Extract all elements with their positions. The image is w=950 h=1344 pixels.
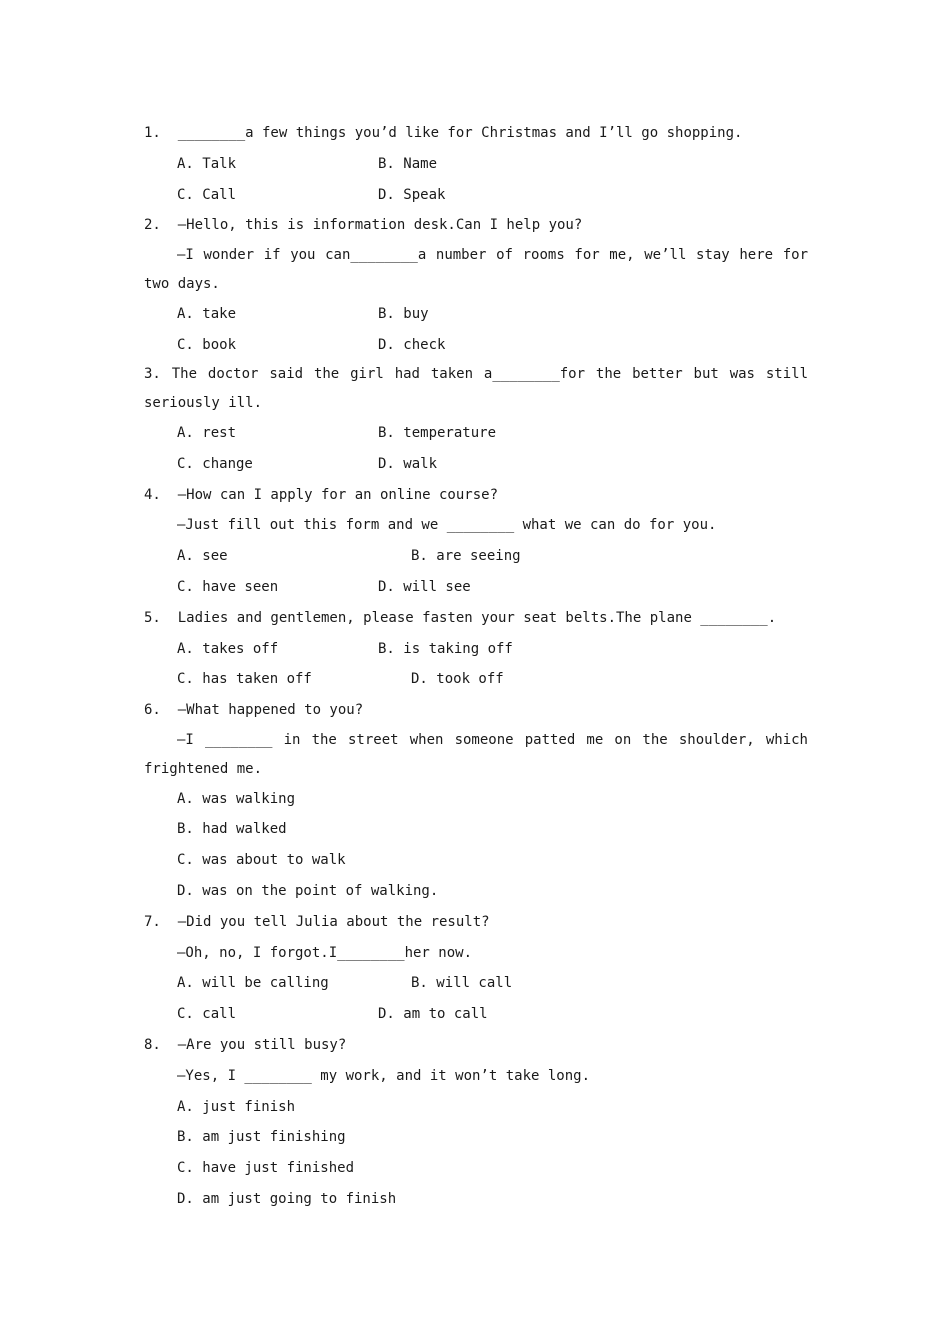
question-stem: 1. ________a few things you’d like for Christmas and I’ll go shopping. <box>144 125 743 141</box>
question-reply-cont: two days. <box>144 275 220 292</box>
question-stem: 3. The doctor said the girl had taken a________for the better but was still <box>144 366 808 383</box>
option-b: B. had walked <box>177 821 287 838</box>
option-c: C. call <box>177 1006 237 1023</box>
option-c: C. change <box>177 455 253 472</box>
option-a: A. take <box>177 305 237 322</box>
question-stem: 5. Ladies and gentlemen, please fasten your seat belts.The plane ________. <box>144 609 777 626</box>
option-d: D. took off <box>411 671 504 688</box>
question-reply: —Yes, I ________ my work, and it won’t take long. <box>177 1067 591 1084</box>
option-c: C. has taken off <box>177 671 312 688</box>
question-stem: 2. —Hello, this is information desk.Can I help you? <box>144 217 583 234</box>
question-1 <box>144 118 808 210</box>
option-c: C. book <box>177 336 237 353</box>
question-7 <box>144 907 808 1030</box>
option-b: B. are seeing <box>411 548 521 565</box>
option-b: B. am just finishing <box>177 1129 346 1146</box>
question-reply: —I ________ in the street when someone patted me on the shoulder, which <box>177 731 808 748</box>
options-row <box>144 180 808 211</box>
option-a: A. see <box>177 548 228 565</box>
question-reply: —Just fill out this form and we ________ what we can do for you. <box>177 517 717 534</box>
option-a: A. was walking <box>177 790 296 807</box>
options-row <box>144 572 808 603</box>
option-c: C. was about to walk <box>177 852 346 869</box>
question-reply: —Oh, no, I forgot.I________her now. <box>177 944 473 961</box>
options-row <box>144 968 808 999</box>
option-d: D. will see <box>378 578 471 595</box>
options-row <box>144 149 808 180</box>
option-b: B. Name <box>378 155 438 172</box>
options-row <box>144 541 808 572</box>
question-stem: 4. —How can I apply for an online course? <box>144 486 499 503</box>
option-d: D. am to call <box>378 1006 488 1023</box>
option-d: D. Speak <box>378 186 446 203</box>
question-2 <box>144 210 808 360</box>
option-a: A. rest <box>177 424 237 441</box>
question-stem-cont: seriously ill. <box>144 395 263 412</box>
question-reply: —I wonder if you can________a number of rooms for me, we’ll stay here for <box>177 247 808 264</box>
option-d: D. am just going to finish <box>177 1190 397 1207</box>
question-stem: 6. —What happened to you? <box>144 702 364 719</box>
options-row <box>144 634 808 665</box>
question-3 <box>144 360 808 479</box>
option-d: D. was on the point of walking. <box>177 882 439 899</box>
option-a: A. Talk <box>177 155 237 172</box>
question-stem: 8. —Are you still busy? <box>144 1036 347 1053</box>
option-c: C. have seen <box>177 578 279 595</box>
option-d: D. walk <box>378 455 438 472</box>
options-row <box>144 449 808 480</box>
question-stem: 7. —Did you tell Julia about the result? <box>144 913 490 930</box>
options-row <box>144 664 808 695</box>
options-row <box>144 330 808 361</box>
option-a: A. just finish <box>177 1098 296 1115</box>
option-b: B. is taking off <box>378 640 513 657</box>
option-b: B. will call <box>411 975 513 992</box>
options-row <box>144 299 808 330</box>
question-6 <box>144 695 808 907</box>
option-b: B. buy <box>378 305 429 322</box>
question-reply-cont: frightened me. <box>144 760 263 777</box>
option-c: C. Call <box>177 186 237 203</box>
option-a: A. will be calling <box>177 975 329 992</box>
options-row <box>144 418 808 449</box>
options-row <box>144 999 808 1030</box>
option-d: D. check <box>378 336 446 353</box>
option-a: A. takes off <box>177 640 279 657</box>
question-5 <box>144 603 808 695</box>
question-8 <box>144 1030 808 1215</box>
option-c: C. have just finished <box>177 1160 355 1177</box>
question-list <box>144 118 808 1215</box>
question-4 <box>144 480 808 603</box>
option-b: B. temperature <box>378 424 497 441</box>
